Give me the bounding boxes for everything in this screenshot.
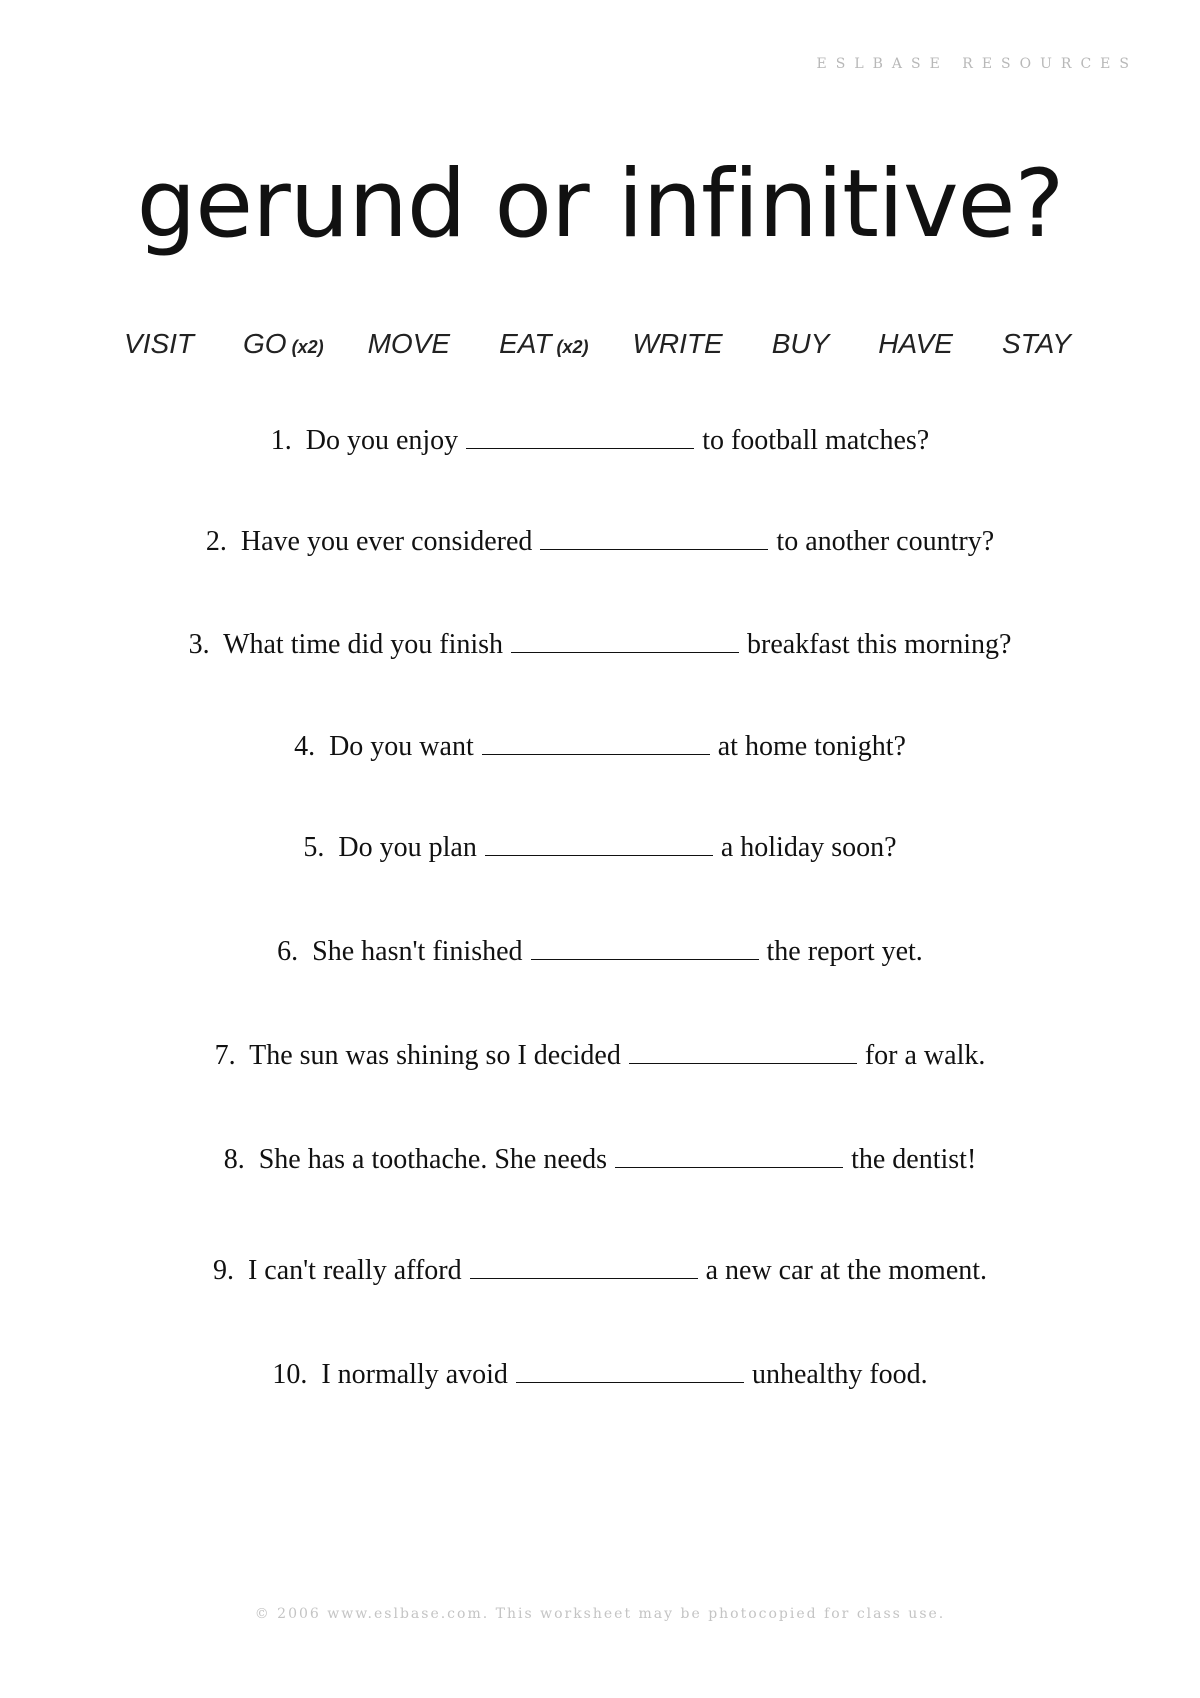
question-after: a holiday soon? [720, 832, 897, 863]
word-label: BUY [771, 328, 830, 359]
answer-blank[interactable] [516, 1360, 744, 1383]
question-before: The sun was shining so I decided [249, 1040, 621, 1071]
question-before: Do you enjoy [305, 425, 459, 456]
question-number: 8. [223, 1144, 245, 1175]
question-number: 3. [188, 629, 210, 660]
question-item [0, 425, 1200, 457]
word-count: (x2) [556, 337, 589, 357]
question-before: She has a toothache. She needs [258, 1144, 608, 1175]
question-after: to football matches? [702, 425, 930, 456]
word-bank-item [878, 328, 958, 360]
question-before: Do you plan [338, 832, 477, 863]
answer-blank[interactable] [629, 1041, 857, 1064]
question-number: 2. [205, 526, 227, 557]
question-after: the dentist! [851, 1144, 977, 1175]
question-item [0, 1144, 1200, 1176]
answer-blank[interactable] [470, 1256, 698, 1279]
word-label: HAVE [878, 328, 953, 359]
question-number: 5. [303, 832, 325, 863]
question-item [0, 731, 1200, 763]
word-label: GO [243, 328, 287, 359]
word-label: EAT [499, 328, 552, 359]
answer-blank[interactable] [482, 732, 710, 755]
question-after: for a walk. [864, 1040, 986, 1071]
word-label: VISIT [124, 328, 195, 359]
word-bank-item [1002, 328, 1076, 360]
word-label: MOVE [367, 328, 451, 359]
question-item [0, 629, 1200, 661]
question-number: 6. [277, 936, 299, 967]
answer-blank[interactable] [531, 937, 759, 960]
question-before: She hasn't finished [312, 936, 523, 967]
word-bank [0, 328, 1200, 360]
word-bank-item [124, 328, 199, 360]
word-bank-item [368, 328, 455, 360]
answer-blank[interactable] [615, 1145, 843, 1168]
question-after: breakfast this morning? [747, 629, 1012, 660]
question-item [0, 526, 1200, 558]
question-number: 9. [212, 1255, 234, 1286]
question-before: I can't really afford [247, 1255, 462, 1286]
word-label: STAY [1001, 328, 1071, 359]
question-after: a new car at the moment. [705, 1255, 988, 1286]
question-number: 10. [272, 1359, 308, 1390]
word-bank-item [632, 328, 727, 360]
question-item [0, 832, 1200, 864]
header-tag: ESLBASE RESOURCES [816, 56, 1138, 72]
question-item [0, 936, 1200, 968]
word-bank-item [772, 328, 835, 360]
word-bank-item [243, 328, 324, 360]
word-label: WRITE [632, 328, 723, 359]
answer-blank[interactable] [466, 426, 694, 449]
question-before: Have you ever considered [240, 526, 533, 557]
question-after: unhealthy food. [751, 1359, 928, 1390]
question-after: the report yet. [766, 936, 923, 967]
answer-blank[interactable] [511, 630, 739, 653]
answer-blank[interactable] [540, 527, 768, 550]
answer-blank[interactable] [485, 833, 713, 856]
word-bank-item [499, 328, 588, 360]
question-after: to another country? [776, 526, 995, 557]
question-item [0, 1040, 1200, 1072]
question-before: What time did you finish [223, 629, 504, 660]
question-item [0, 1255, 1200, 1287]
question-before: Do you want [329, 731, 474, 762]
question-before: I normally avoid [321, 1359, 508, 1390]
question-number: 4. [294, 731, 316, 762]
footer-copyright: © 2006 www.eslbase.com. This worksheet may be photocopied for class use. [254, 1606, 946, 1622]
question-item [0, 1359, 1200, 1391]
page-title: gerund or infinitive? [136, 150, 1064, 259]
word-count: (x2) [291, 337, 324, 357]
question-after: at home tonight? [717, 731, 906, 762]
question-number: 1. [270, 425, 292, 456]
question-number: 7. [214, 1040, 236, 1071]
